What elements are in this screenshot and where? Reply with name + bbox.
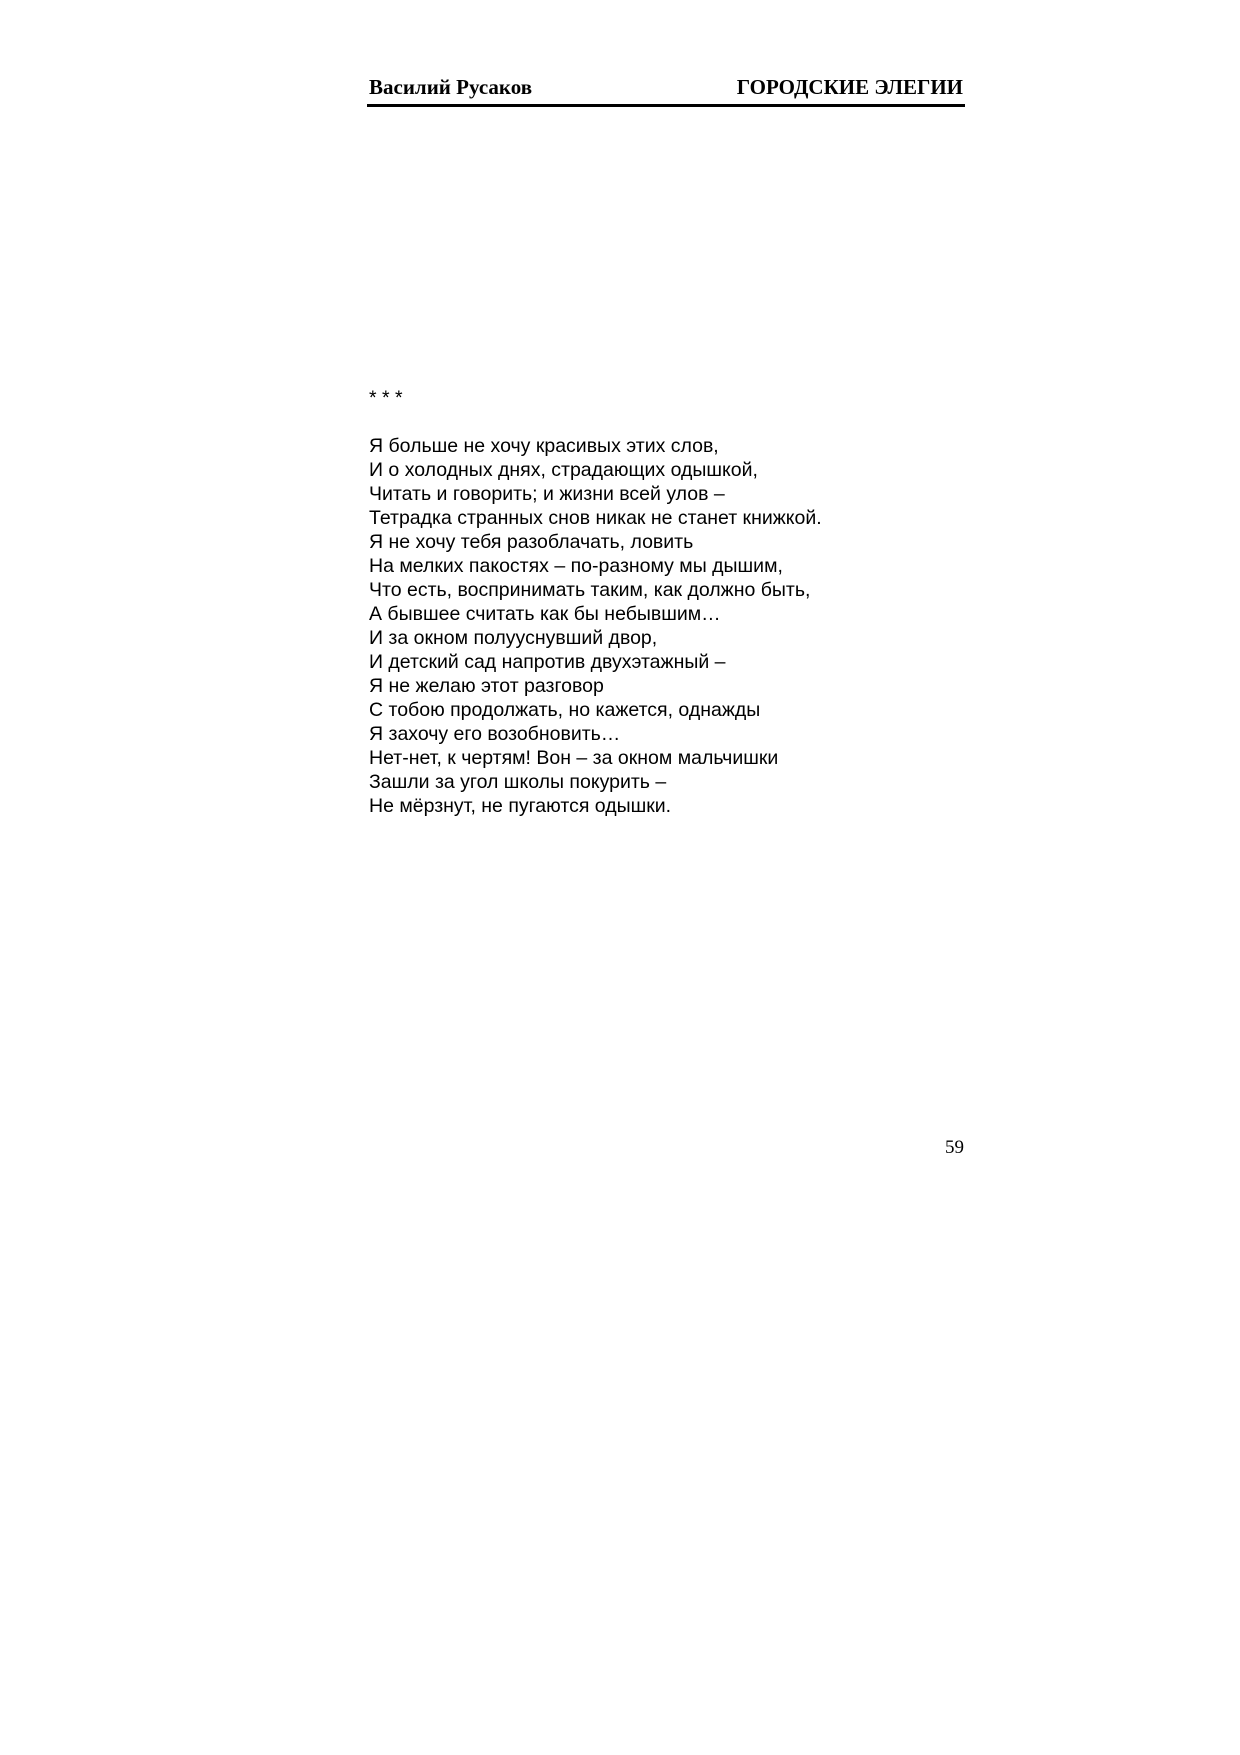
poem-line: И о холодных днях, страдающих одышкой, [369, 459, 758, 481]
header-author: Василий Русаков [369, 75, 533, 99]
header-book-title: ГОРОДСКИЕ ЭЛЕГИИ [736, 75, 963, 99]
poem-line: На мелких пакостях – по-разному мы дышим, [369, 555, 783, 577]
poem-line: Зашли за угол школы покурить – [369, 771, 667, 793]
poem-line: Читать и говорить; и жизни всей улов – [369, 483, 725, 505]
poem-line: Я больше не хочу красивых этих слов, [369, 435, 719, 457]
poem-line: И за окном полууснувший двор, [369, 627, 658, 649]
running-header [367, 74, 965, 107]
poem-line: А бывшее считать как бы небывшим… [369, 603, 721, 625]
poem-line: Тетрадка странных снов никак не станет книжкой. [369, 507, 822, 529]
poem-line: Не мёрзнут, не пугаются одышки. [369, 795, 672, 817]
poem-line: Нет-нет, к чертям! Вон – за окном мальчишки [369, 747, 779, 769]
poem-line: Я захочу его возобновить… [369, 723, 621, 745]
page-number: 59 [945, 1137, 964, 1158]
poem-line: Я не желаю этот разговор [369, 675, 604, 697]
poem-line: И детский сад напротив двухэтажный – [369, 651, 726, 673]
poem-line: Что есть, воспринимать таким, как должно быть, [369, 579, 811, 601]
poem-line: Я не хочу тебя разоблачать, ловить [369, 531, 694, 553]
poem-separator: * * * [369, 387, 403, 409]
poem [369, 386, 969, 818]
poem-line: С тобою продолжать, но кажется, однажды [369, 699, 761, 721]
